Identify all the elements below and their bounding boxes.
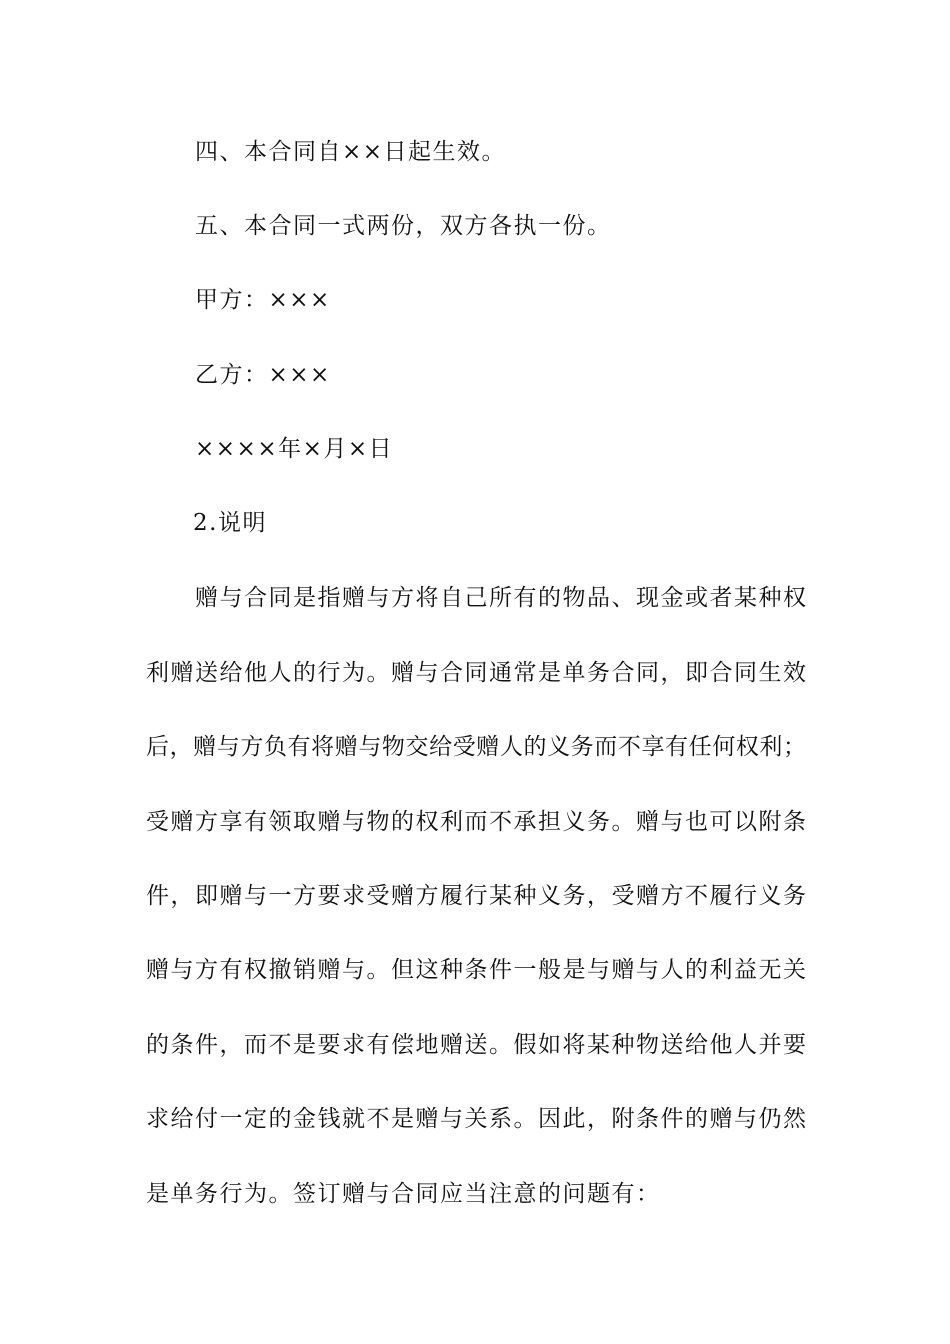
paragraph-line: 后，赠与方负有将赠与物交给受赠人的义务而不享有任何权利； [146,734,806,760]
paragraph-line: 是单务行为。签订赠与合同应当注意的问题有： [146,1181,661,1207]
clause-5: 五、本合同一式两份，双方各执一份。 [195,213,612,239]
paragraph-line: 件，即赠与一方要求受赠方履行某种义务，受赠方不履行义务 [146,883,806,909]
paragraph-line: 受赠方享有领取赠与物的权利而不承担义务。赠与也可以附条 [146,809,806,835]
party-b-signature-line: 乙方：××× [195,362,331,388]
contract-date: ××××年×月×日 [195,436,394,462]
clause-4: 四、本合同自××日起生效。 [195,139,507,165]
paragraph-line: 的条件，而不是要求有偿地赠送。假如将某种物送给他人并要 [146,1032,806,1058]
paragraph-line: 利赠送给他人的行为。赠与合同通常是单务合同，即合同生效 [146,660,806,686]
paragraph-line: 赠与合同是指赠与方将自己所有的物品、现金或者某种权 [195,585,806,611]
paragraph-line: 求给付一定的金钱就不是赠与关系。因此，附条件的赠与仍然 [146,1106,806,1132]
party-a-signature-line: 甲方：××× [195,287,331,313]
paragraph-line: 赠与方有权撤销赠与。但这种条件一般是与赠与人的利益无关 [146,957,806,983]
section-heading: 2.说明 [193,510,267,536]
